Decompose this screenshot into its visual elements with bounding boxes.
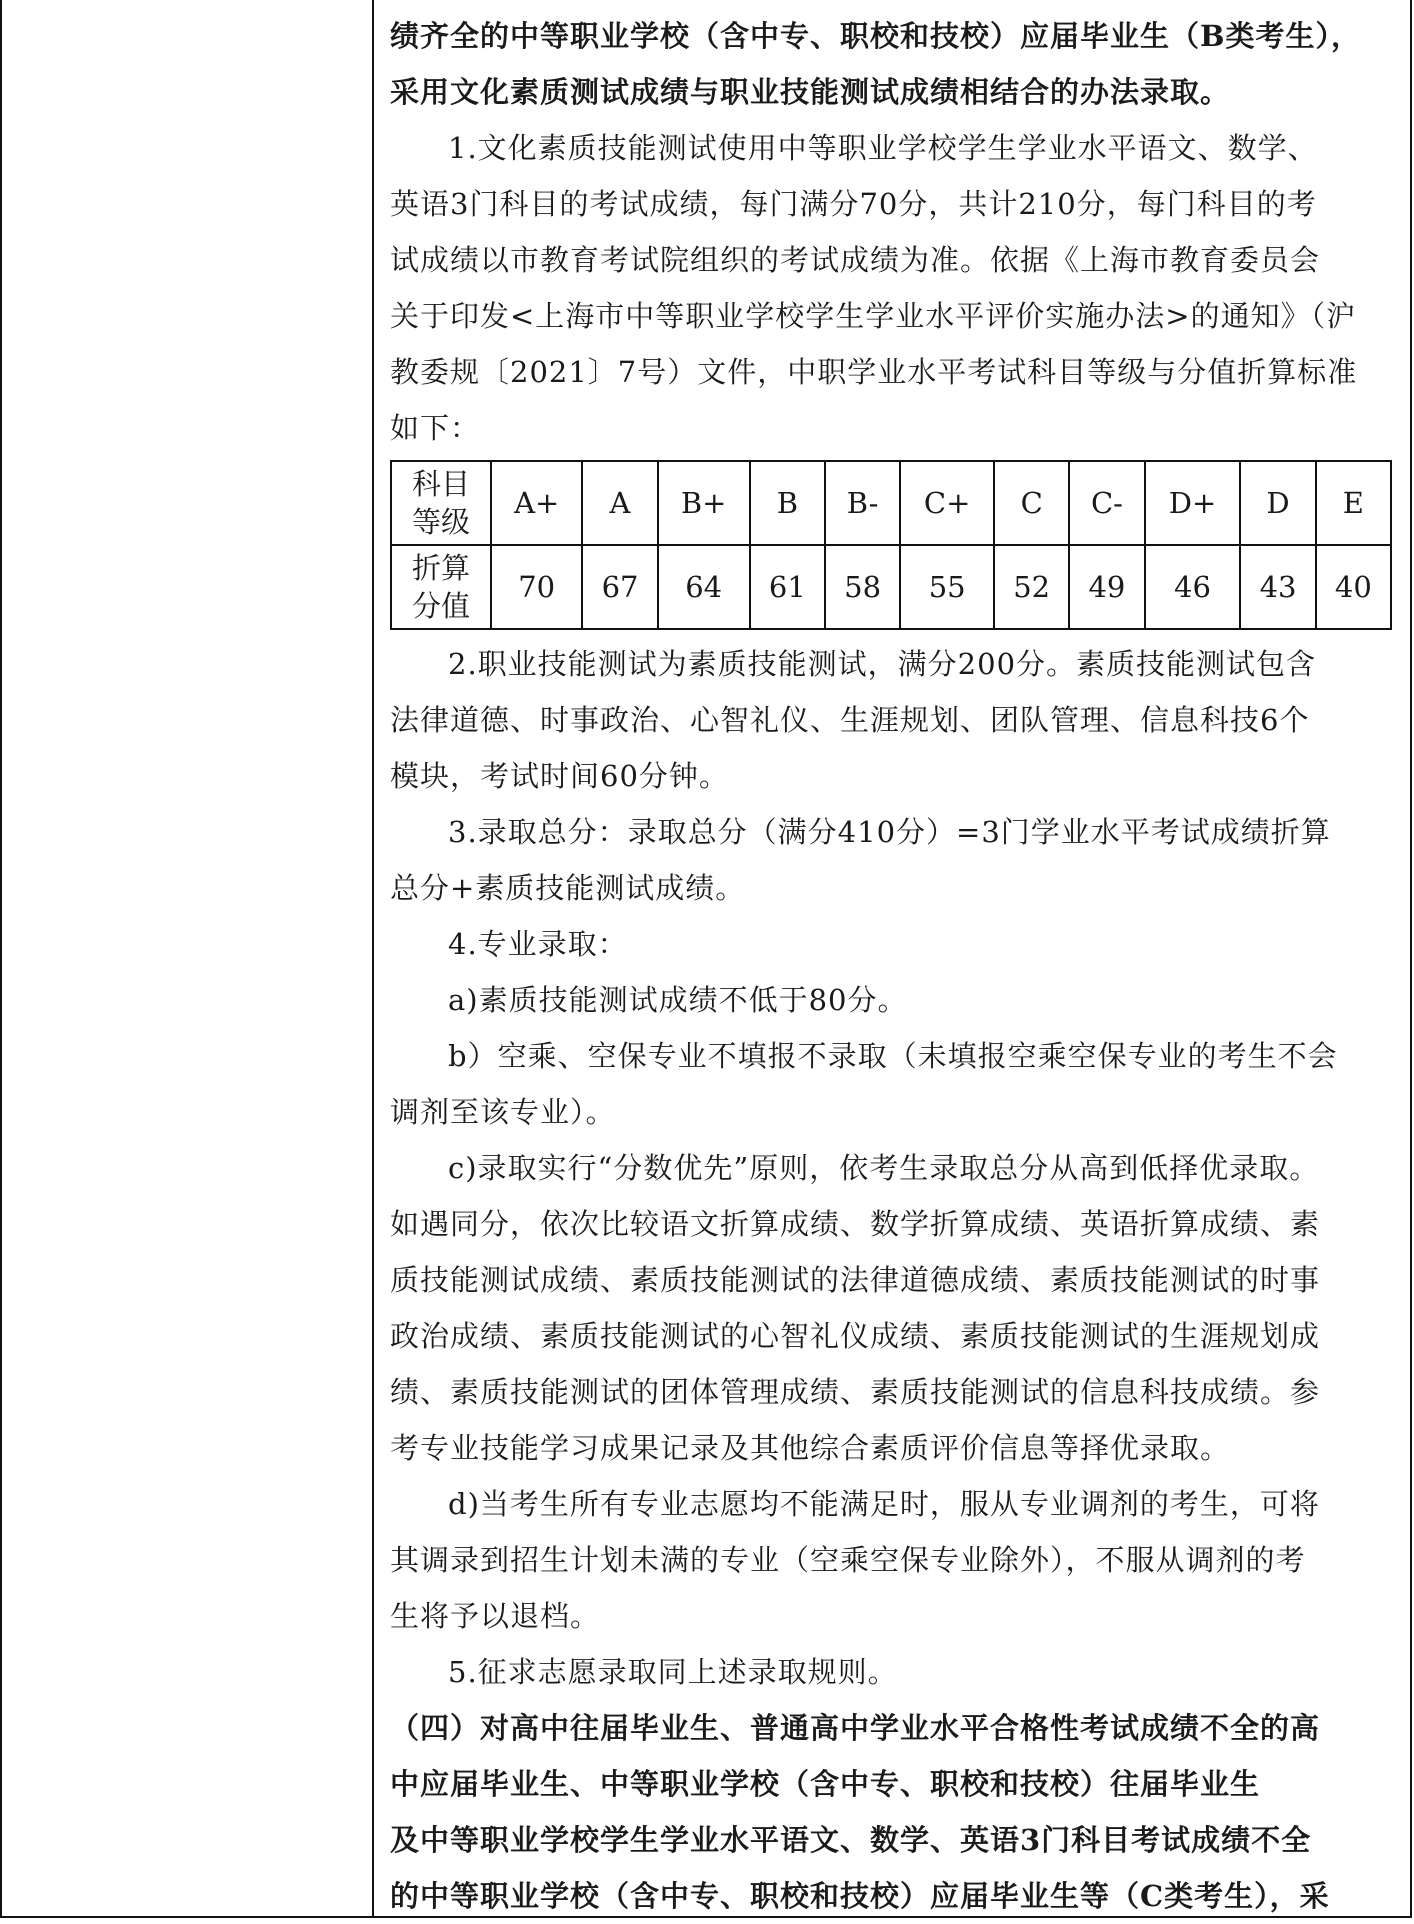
score-cell: 58 [825,545,900,629]
text-line: 的中等职业学校（含中专、职校和技校）应届毕业生等（C类考生），采 [390,1879,1330,1913]
text-line: （四）对高中往届毕业生、普通高中学业水平合格性考试成绩不全的高 [390,1711,1321,1745]
grade-cell: A+ [491,461,582,545]
grade-cell: B- [825,461,900,545]
text-line: 生将予以退档。 [390,1599,601,1633]
grade-cell: B+ [658,461,750,545]
grade-cell: D+ [1145,461,1241,545]
text-line: 英语3门科目的考试成绩，每门满分70分，共计210分，每门科目的考 [390,187,1317,221]
document-content [390,8,1394,1924]
grade-cell: C+ [900,461,994,545]
text-line: 政治成绩、素质技能测试的心智礼仪成绩、素质技能测试的生涯规划成 [390,1319,1321,1353]
score-cell: 70 [491,545,582,629]
text-line: 质技能测试成绩、素质技能测试的法律道德成绩、素质技能测试的时事 [390,1263,1321,1297]
score-cell: 61 [750,545,825,629]
grade-cell: A [582,461,657,545]
score-row [391,545,1391,629]
paragraphs-bottom [390,636,1394,1924]
text-line: a)素质技能测试成绩不低于80分。 [448,983,908,1017]
label-line: 折算 [411,551,470,585]
label-line: 等级 [411,505,470,539]
text-line: 2.职业技能测试为素质技能测试，满分200分。素质技能测试包含 [448,647,1317,681]
score-cell: 55 [900,545,994,629]
text-line: b）空乘、空保专业不填报不录取（未填报空乘空保专业的考生不会 [448,1039,1338,1073]
grade-cell: B [750,461,825,545]
text-line: 采用文化素质测试成绩与职业技能测试成绩相结合的办法录取。 [390,75,1231,109]
score-cell: 52 [994,545,1069,629]
text-line: 试成绩以市教育考试院组织的考试成绩为准。依据《上海市教育委员会 [390,243,1321,277]
grade-cell: C [994,461,1069,545]
text-line: 其调录到招生计划未满的专业（空乘空保专业除外），不服从调剂的考 [390,1543,1306,1577]
text-line: 如遇同分，依次比较语文折算成绩、数学折算成绩、英语折算成绩、素 [390,1207,1321,1241]
score-cell: 49 [1069,545,1144,629]
grade-conversion-table [390,460,1392,630]
text-line: 绩、素质技能测试的团体管理成绩、素质技能测试的信息科技成绩。参 [390,1375,1321,1409]
text-line: 法律道德、时事政治、心智礼仪、生涯规划、团队管理、信息科技6个 [390,703,1310,737]
text-line: 3.录取总分：录取总分（满分410分）=3门学业水平考试成绩折算 [448,815,1331,849]
grade-cell: C- [1069,461,1144,545]
text-line: 总分+素质技能测试成绩。 [390,871,746,905]
text-line: 绩齐全的中等职业学校（含中专、职校和技校）应届毕业生（B类考生）， [390,19,1362,53]
score-cell: 67 [582,545,657,629]
text-line: 考专业技能学习成果记录及其他综合素质评价信息等择优录取。 [390,1431,1231,1465]
text-line: 如下： [390,411,481,445]
text-line: 模块，考试时间60分钟。 [390,759,729,793]
score-cell: 46 [1145,545,1241,629]
text-line: 5.征求志愿录取同上述录取规则。 [448,1655,898,1689]
score-cell: 40 [1316,545,1391,629]
text-line: d)当考生所有专业志愿均不能满足时，服从专业调剂的考生，可将 [448,1487,1320,1521]
text-line: 关于印发<上海市中等职业学校学生学业水平评价实施办法>的通知》（沪 [390,299,1357,333]
score-cell: 64 [658,545,750,629]
score-row-label [391,545,491,629]
grade-row [391,461,1391,545]
label-line: 科目 [411,467,470,501]
column-divider [372,0,374,1918]
score-cell: 43 [1240,545,1315,629]
text-line: 4.专业录取： [448,927,628,961]
grade-cell: D [1240,461,1315,545]
grade-row-label [391,461,491,545]
text-line: 及中等职业学校学生学业水平语文、数学、英语3门科目考试成绩不全 [390,1823,1312,1857]
grade-cell: E [1316,461,1391,545]
text-line: 调剂至该专业）。 [390,1095,616,1129]
text-line: c)录取实行“分数优先”原则，依考生录取总分从高到低择优录取。 [448,1151,1320,1185]
paragraphs-top [390,8,1394,456]
text-line: 教委规〔2021〕7号）文件，中职学业水平考试科目等级与分值折算标准 [390,355,1358,389]
label-line: 分值 [411,589,470,623]
text-line: 1.文化素质技能测试使用中等职业学校学生学业水平语文、数学、 [448,131,1318,165]
text-line: 中应届毕业生、中等职业学校（含中专、职校和技校）往届毕业生 [390,1767,1261,1801]
